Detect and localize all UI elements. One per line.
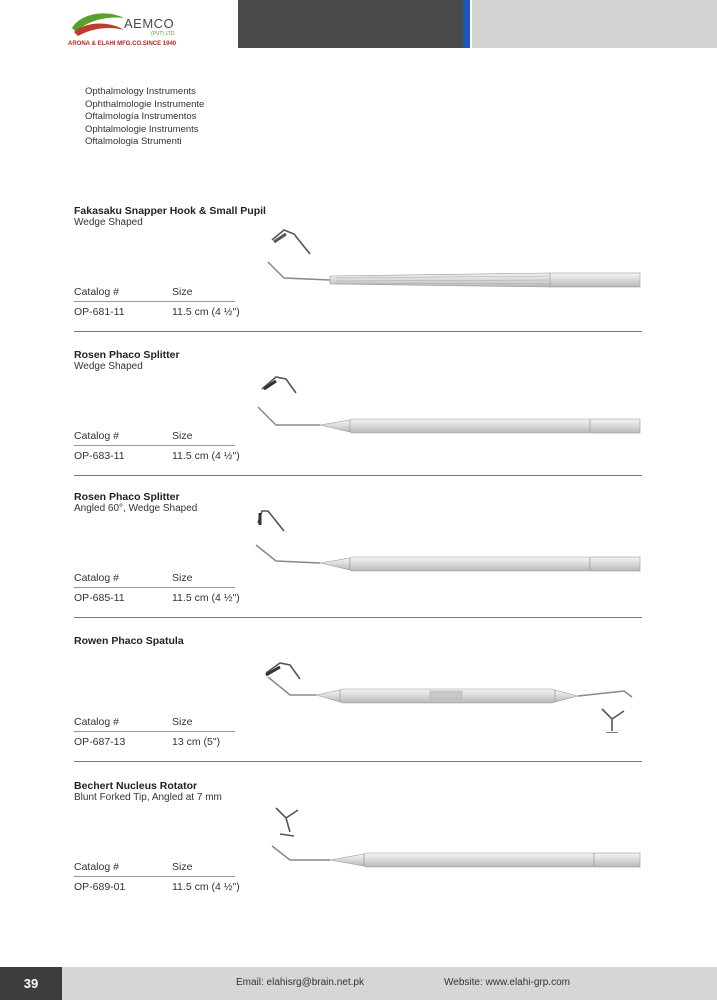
- category-translations: [85, 86, 204, 149]
- catalog-number: OP-685-11: [74, 592, 125, 604]
- catalog-number: OP-681-11: [74, 306, 125, 318]
- size-value: 11.5 cm (4 ½"): [172, 450, 240, 462]
- leaf-logo-icon: [68, 10, 128, 40]
- size-value: 11.5 cm (4 ½"): [172, 306, 240, 318]
- catalog-divider: [74, 445, 235, 446]
- product-subtitle: Blunt Forked Tip, Angled at 7 mm: [74, 792, 222, 803]
- catalog-number: OP-687-13: [74, 736, 126, 748]
- language-line: Ophtalmologie Instruments: [85, 123, 199, 135]
- header-dark-bar: [238, 0, 463, 48]
- snapper-hook-instrument-image: [250, 220, 650, 300]
- product-subtitle: Wedge Shaped: [74, 217, 143, 228]
- size-label: Size: [172, 861, 193, 873]
- catalog-label: Catalog #: [74, 286, 119, 298]
- catalog-label: Catalog #: [74, 572, 119, 584]
- brand-suffix: (PVT) LTD.: [151, 31, 176, 37]
- size-value: 11.5 cm (4 ½"): [172, 592, 240, 604]
- company-logo: [68, 10, 218, 52]
- header-accent-bar: [463, 0, 470, 48]
- phaco-splitter-instrument-image: [250, 367, 650, 447]
- catalog-divider: [74, 301, 235, 302]
- brand-name: AEMCO: [124, 16, 175, 31]
- product-separator: [74, 617, 642, 618]
- footer-email[interactable]: Email: elahisrg@brain.net.pk: [236, 977, 364, 988]
- product-subtitle: Wedge Shaped: [74, 361, 143, 372]
- catalog-divider: [74, 587, 235, 588]
- product-separator: [74, 475, 642, 476]
- catalog-divider: [74, 876, 235, 877]
- language-line: Oftalmología Instrumentos: [85, 111, 197, 122]
- product-title: Rowen Phaco Spatula: [74, 635, 184, 647]
- catalog-number: OP-683-11: [74, 450, 125, 462]
- product-title: Rosen Phaco Splitter: [74, 349, 180, 361]
- language-line: Oftalmologia Strumenti: [85, 136, 182, 147]
- angled-phaco-splitter-instrument-image: [250, 505, 650, 585]
- size-label: Size: [172, 430, 193, 442]
- product-separator: [74, 761, 642, 762]
- size-value: 11.5 cm (4 ½"): [172, 881, 240, 893]
- product-title: Rosen Phaco Splitter: [74, 491, 180, 503]
- language-line: Opthalmology Instruments: [85, 86, 196, 97]
- brand-tagline: ARONA & ELAHI MFG.CO.SINCE 1940: [68, 41, 177, 47]
- product-title: Fakasaku Snapper Hook & Small Pupil: [74, 205, 266, 217]
- product-title: Bechert Nucleus Rotator: [74, 780, 198, 792]
- size-label: Size: [172, 572, 193, 584]
- catalog-divider: [74, 731, 235, 732]
- catalog-label: Catalog #: [74, 430, 119, 442]
- nucleus-rotator-instrument-image: [250, 802, 650, 882]
- size-label: Size: [172, 286, 193, 298]
- catalog-number: OP-689-01: [74, 881, 126, 893]
- catalog-label: Catalog #: [74, 861, 119, 873]
- phaco-spatula-instrument-image: [250, 653, 650, 733]
- size-label: Size: [172, 716, 193, 728]
- product-separator: [74, 331, 642, 332]
- page-number: 39: [0, 967, 62, 1000]
- product-subtitle: Angled 60°, Wedge Shaped: [74, 503, 198, 514]
- language-line: Ophthalmologie Instrumente: [85, 98, 205, 110]
- header-light-bar: [472, 0, 717, 48]
- catalog-label: Catalog #: [74, 716, 119, 728]
- size-value: 13 cm (5"): [172, 736, 221, 748]
- footer-website[interactable]: Website: www.elahi-grp.com: [444, 977, 570, 988]
